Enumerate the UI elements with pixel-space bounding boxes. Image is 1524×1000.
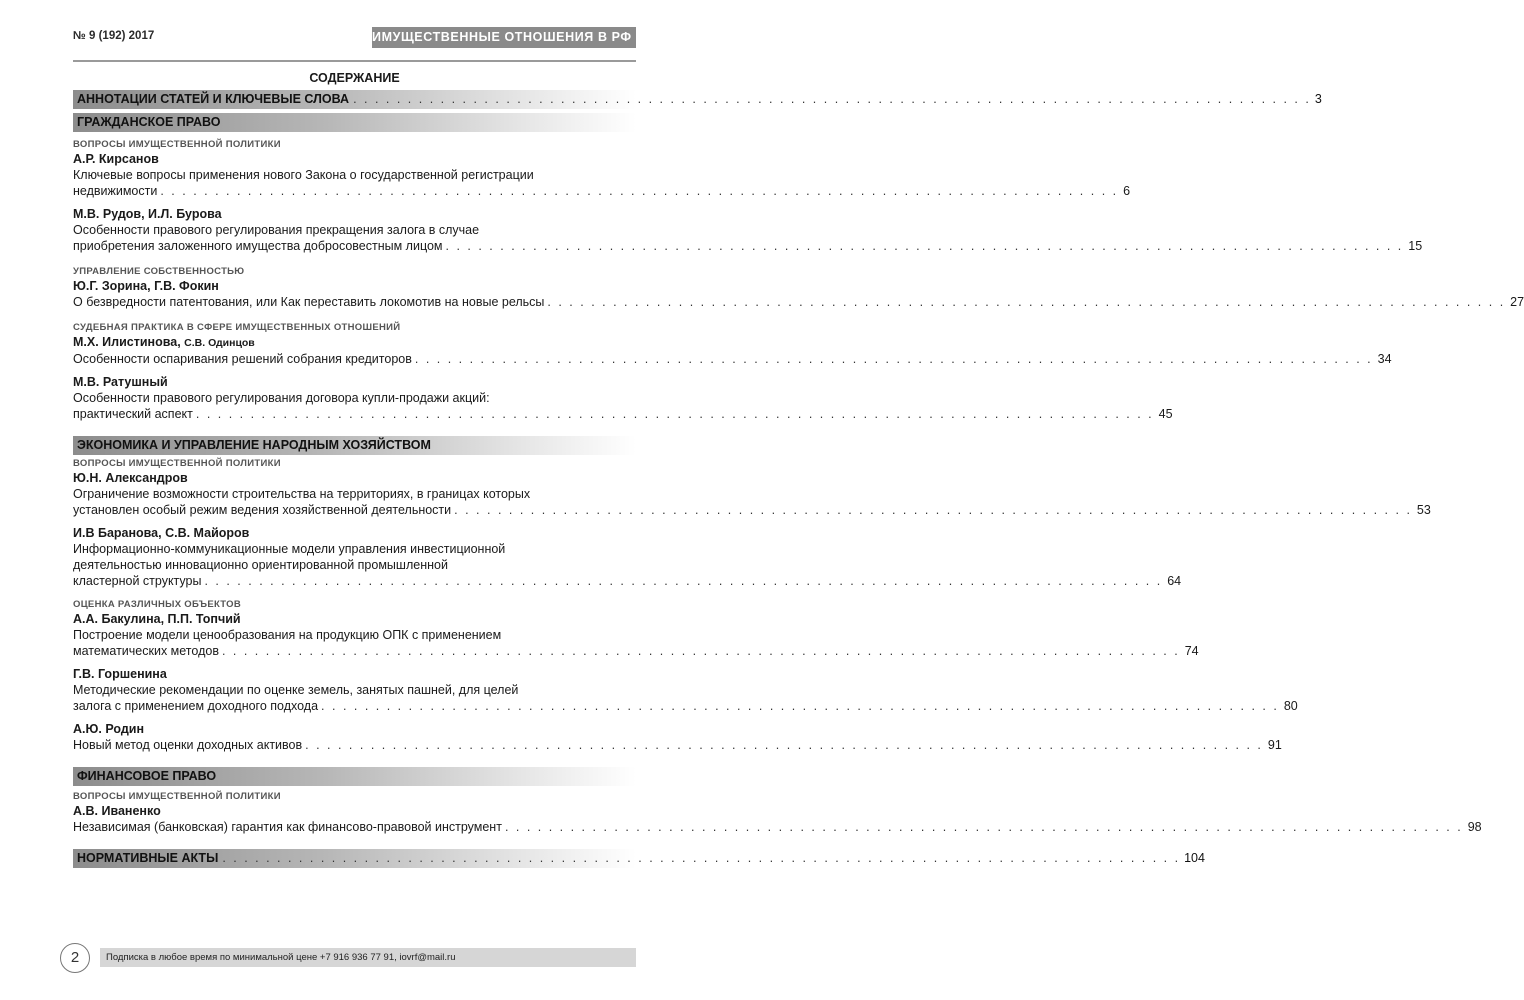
rubric: ВОПРОСЫ ИМУЩЕСТВЕННОЙ ПОЛИТИКИ: [73, 458, 281, 469]
article-authors: [73, 526, 636, 541]
toc-entry[interactable]: [73, 207, 1423, 254]
page-number: 45: [1158, 407, 1173, 421]
page-number: 98: [1467, 820, 1482, 834]
article-title-text: математических методов: [73, 644, 219, 658]
article-authors: [73, 722, 636, 737]
article-title-last-line: [73, 573, 1182, 589]
article-title-text: недвижимости: [73, 184, 158, 198]
article-title-text: О безвредности патентования, или Как переставить локомотив на новые рельсы: [73, 295, 545, 309]
section-annotations[interactable]: [73, 90, 1322, 109]
article-title-line: Особенности правового регулирования прекращения залога в случае: [73, 223, 480, 237]
section-normative-acts[interactable]: [73, 849, 1205, 868]
section-finance-law: ФИНАНСОВОЕ ПРАВО: [73, 767, 636, 786]
page-number: 15: [1408, 239, 1423, 253]
page-number: 91: [1267, 738, 1282, 752]
authors-main: М.Х. Илистинова,: [73, 335, 181, 349]
article-authors: [73, 471, 636, 486]
toc-entry[interactable]: [73, 279, 1524, 310]
authors-main: А.Ю. Родин: [73, 722, 145, 736]
article-title-last-line: [73, 183, 1131, 199]
section-title: НОРМАТИВНЫЕ АКТЫ: [77, 851, 219, 865]
authors-main: Ю.Н. Александров: [73, 471, 188, 485]
toc-entry[interactable]: [73, 375, 1173, 422]
toc-entry[interactable]: [73, 526, 1182, 589]
footer-subscription-text: Подписка в любое время по минимальной цене +7 916 936 77 91, iovrf@mail.ru: [100, 948, 636, 967]
article-title-last-line: [73, 737, 1282, 753]
toc-entry[interactable]: [73, 152, 1131, 199]
leader-dots: . . . . . . . . . . . . . . . . . . . . . . . . . . . . . . . . . . . . . . . . . . . . . . . . . . . . . . . . . . . . . . . . . . . . . . . . . . . . . . . . . . . . . . . .: [222, 851, 1181, 865]
article-title-last-line: [73, 643, 1199, 659]
table-of-contents: [73, 90, 1524, 868]
article-title-line: деятельностью инновационно ориентированной промышленной: [73, 558, 448, 572]
page-number: 104: [1184, 851, 1205, 865]
toc-entry[interactable]: [73, 335, 1392, 367]
leader-dots: . . . . . . . . . . . . . . . . . . . . . . . . . . . . . . . . . . . . . . . . . . . . . . . . . . . . . . . . . . . . . . . . . . . . . . . . . . . . . . . . . . . . . . . .: [195, 407, 1154, 421]
page-number: 64: [1167, 574, 1182, 588]
article-authors: [73, 152, 636, 167]
toc-entry[interactable]: [73, 612, 1199, 659]
section-economics: ЭКОНОМИКА И УПРАВЛЕНИЕ НАРОДНЫМ ХОЗЯЙСТВОМ: [73, 436, 636, 455]
article-authors: [73, 804, 636, 819]
article-title-line: Построение модели ценообразования на продукцию ОПК с применением: [73, 628, 502, 642]
leader-dots: . . . . . . . . . . . . . . . . . . . . . . . . . . . . . . . . . . . . . . . . . . . . . . . . . . . . . . . . . . . . . . . . . . . . . . . . . . . . . . . . . . . . . . . .: [221, 644, 1180, 658]
toc-title: СОДЕРЖАНИЕ: [309, 71, 400, 85]
article-title-text: Новый метод оценки доходных активов: [73, 738, 303, 752]
leader-dots: . . . . . . . . . . . . . . . . . . . . . . . . . . . . . . . . . . . . . . . . . . . . . . . . . . . . . . . . . . . . . . . . . . . . . . . . . . . . . . . . . . . . . . . .: [160, 184, 1119, 198]
page-number: 27: [1510, 295, 1524, 309]
authors-secondary: С.В. Одинцов: [184, 337, 255, 349]
article-title-last-line: [73, 698, 1298, 714]
rubric: УПРАВЛЕНИЕ СОБСТВЕННОСТЬЮ: [73, 266, 245, 277]
rubric: ВОПРОСЫ ИМУЩЕСТВЕННОЙ ПОЛИТИКИ: [73, 791, 281, 802]
toc-entry[interactable]: [73, 471, 1431, 518]
page-number: 6: [1123, 184, 1131, 198]
article-authors: [73, 335, 636, 351]
toc-entry[interactable]: [73, 804, 1482, 835]
leader-dots: . . . . . . . . . . . . . . . . . . . . . . . . . . . . . . . . . . . . . . . . . . . . . . . . . . . . . . . . . . . . . . . . . . . . . . . . . . . . . . . . . . . . . . . .: [321, 699, 1279, 713]
page-number: 80: [1283, 699, 1298, 713]
article-title-line: Методические рекомендации по оценке земель, занятых пашней, для целей: [73, 683, 519, 697]
leader-dots: . . . . . . . . . . . . . . . . . . . . . . . . . . . . . . . . . . . . . . . . . . . . . . . . . . . . . . . . . . . . . . . . . . . . . . . . . . . . . . . . . . . . . . . .: [547, 295, 1506, 309]
article-authors: [73, 667, 636, 682]
article-title-line: Информационно-коммуникационные модели управления инвестиционной: [73, 542, 506, 556]
section-civil-law: ГРАЖДАНСКОЕ ПРАВО: [73, 113, 636, 132]
leader-dots: . . . . . . . . . . . . . . . . . . . . . . . . . . . . . . . . . . . . . . . . . . . . . . . . . . . . . . . . . . . . . . . . . . . . . . . . . . . . . . . . . . . . . . . .: [204, 574, 1163, 588]
article-title-line: Ограничение возможности строительства на территориях, в границах которых: [73, 487, 531, 501]
journal-title: ИМУЩЕСТВЕННЫЕ ОТНОШЕНИЯ В РФ: [372, 27, 636, 48]
leader-dots: . . . . . . . . . . . . . . . . . . . . . . . . . . . . . . . . . . . . . . . . . . . . . . . . . . . . . . . . . . . . . . . . . . . . . . . . . . . . . . . . . . . . . . . .: [504, 820, 1463, 834]
article-authors: [73, 612, 636, 627]
article-title-text: Независимая (банковская) гарантия как финансово-правовой инструмент: [73, 820, 502, 834]
article-authors: [73, 279, 636, 294]
article-title-last-line: [73, 819, 1482, 835]
authors-main: А.Р. Кирсанов: [73, 152, 159, 166]
leader-dots: . . . . . . . . . . . . . . . . . . . . . . . . . . . . . . . . . . . . . . . . . . . . . . . . . . . . . . . . . . . . . . . . . . . . . . . . . . . . . . . . . . . . . . . .: [454, 503, 1412, 517]
leader-dots: . . . . . . . . . . . . . . . . . . . . . . . . . . . . . . . . . . . . . . . . . . . . . . . . . . . . . . . . . . . . . . . . . . . . . . . . . . . . . . . . . . . . . . . .: [445, 239, 1404, 253]
article-title-last-line: [73, 238, 1423, 254]
article-authors: [73, 207, 636, 222]
leader-dots: . . . . . . . . . . . . . . . . . . . . . . . . . . . . . . . . . . . . . . . . . . . . . . . . . . . . . . . . . . . . . . . . . . . . . . . . . . . . . . . . . . . . . . . .: [305, 738, 1263, 752]
page-number: 74: [1184, 644, 1199, 658]
header-divider: [73, 60, 636, 62]
toc-entry[interactable]: [73, 722, 1282, 753]
article-title-line: Ключевые вопросы применения нового Закона о государственной регистрации: [73, 168, 534, 182]
article-title-last-line: [73, 406, 1173, 422]
article-title-last-line: [73, 351, 1392, 367]
authors-main: А.В. Иваненко: [73, 804, 161, 818]
section-title: АННОТАЦИИ СТАТЕЙ И КЛЮЧЕВЫЕ СЛОВА: [77, 92, 350, 106]
leader-dots: . . . . . . . . . . . . . . . . . . . . . . . . . . . . . . . . . . . . . . . . . . . . . . . . . . . . . . . . . . . . . . . . . . . . . . . . . . . . . . . . . . . . . . . .: [414, 352, 1373, 366]
authors-main: А.А. Бакулина, П.П. Топчий: [73, 612, 241, 626]
issue-number: № 9 (192) 2017: [73, 30, 155, 42]
authors-main: М.В. Рудов, И.Л. Бурова: [73, 207, 222, 221]
page-number: 53: [1416, 503, 1431, 517]
footer-page-number: 2: [60, 943, 90, 973]
article-title-last-line: [73, 502, 1431, 518]
article-title-text: кластерной структуры: [73, 574, 202, 588]
toc-entry[interactable]: [73, 667, 1298, 714]
article-title-text: залога с применением доходного подхода: [73, 699, 319, 713]
article-title-text: Особенности оспаривания решений собрания кредиторов: [73, 352, 412, 366]
article-title-text: практический аспект: [73, 407, 193, 421]
authors-main: М.В. Ратушный: [73, 375, 168, 389]
page-number: 3: [1314, 92, 1322, 106]
leader-dots: . . . . . . . . . . . . . . . . . . . . . . . . . . . . . . . . . . . . . . . . . . . . . . . . . . . . . . . . . . . . . . . . . . . . . . . . . . . . . . . . . . . . . . . .: [353, 92, 1311, 106]
article-authors: [73, 375, 636, 390]
article-title-last-line: [73, 294, 1524, 310]
rubric: СУДЕБНАЯ ПРАКТИКА В СФЕРЕ ИМУЩЕСТВЕННЫХ ОТНОШЕНИЙ: [73, 322, 401, 333]
page-number: 34: [1377, 352, 1392, 366]
article-title-text: приобретения заложенного имущества добросовестным лицом: [73, 239, 443, 253]
authors-main: Г.В. Горшенина: [73, 667, 167, 681]
rubric: ОЦЕНКА РАЗЛИЧНЫХ ОБЪЕКТОВ: [73, 599, 242, 610]
article-title-text: установлен особый режим ведения хозяйственной деятельности: [73, 503, 452, 517]
authors-main: И.В Баранова, С.В. Майоров: [73, 526, 250, 540]
authors-main: Ю.Г. Зорина, Г.В. Фокин: [73, 279, 219, 293]
rubric: ВОПРОСЫ ИМУЩЕСТВЕННОЙ ПОЛИТИКИ: [73, 139, 281, 150]
article-title-line: Особенности правового регулирования договора купли-продажи акций:: [73, 391, 490, 405]
